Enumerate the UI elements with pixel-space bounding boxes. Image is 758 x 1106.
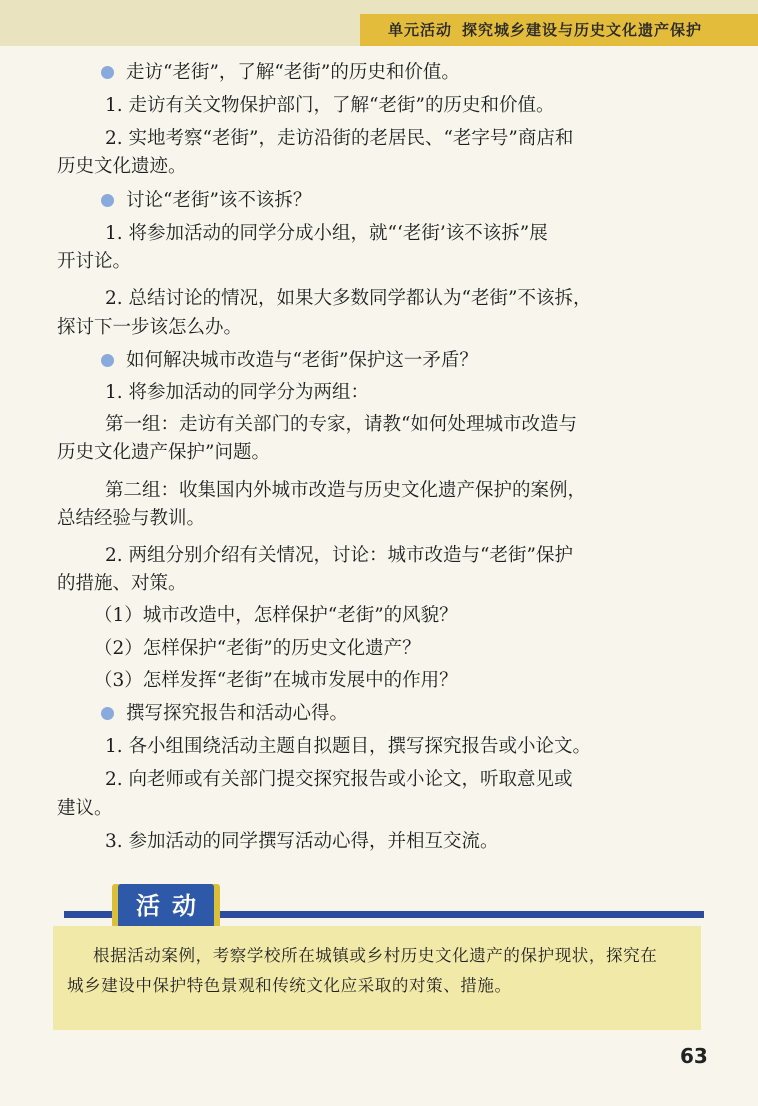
paragraph-continuation: 开讨论。 bbox=[57, 251, 132, 272]
section-heading: 如何解决城市改造与“老街”保护这一矛盾？ bbox=[101, 349, 478, 373]
section-heading: 讨论“老街”该不该拆？ bbox=[101, 189, 311, 213]
page-number: 63 bbox=[680, 1044, 708, 1068]
paragraph: 1. 各小组围绕活动主题自拟题目，撰写探究报告或小论文。 bbox=[105, 736, 592, 757]
section-heading: 走访“老街”，了解“老街”的历史和价值。 bbox=[101, 61, 460, 85]
activity-box bbox=[53, 926, 701, 1030]
paragraph-continuation: 历史文化遗产保护”问题。 bbox=[57, 442, 270, 463]
unit-title: 探究城乡建设与历史文化遗产保护 bbox=[462, 21, 703, 39]
paragraph-continuation: 建议。 bbox=[57, 798, 113, 819]
paragraph: 1. 走访有关文物保护部门，了解“老街”的历史和价值。 bbox=[105, 95, 555, 116]
paragraph: 1. 将参加活动的同学分成小组，就“‘老街’该不该拆”展 bbox=[105, 223, 548, 244]
unit-label: 单元活动 bbox=[388, 21, 453, 39]
paragraph: 2. 总结讨论的情况，如果大多数同学都认为“老街”不该拆， bbox=[105, 288, 592, 309]
paragraph-continuation: 历史文化遗迹。 bbox=[57, 156, 187, 177]
bullet-icon bbox=[101, 707, 114, 720]
question-item: （1）城市改造中，怎样保护“老街”的风貌？ bbox=[94, 605, 458, 626]
section-heading: 撰写探究报告和活动心得。 bbox=[101, 702, 348, 726]
paragraph-continuation: 探讨下一步该怎么办。 bbox=[57, 317, 243, 338]
paragraph-continuation: 总结经验与教训。 bbox=[57, 508, 206, 529]
paragraph: 第二组：收集国内外城市改造与历史文化遗产保护的案例， bbox=[105, 480, 587, 501]
paragraph: 2. 向老师或有关部门提交探究报告或小论文，听取意见或 bbox=[105, 769, 573, 790]
question-item: （3）怎样发挥“老街”在城市发展中的作用？ bbox=[94, 670, 458, 691]
bullet-icon bbox=[101, 66, 114, 79]
paragraph: 1. 将参加活动的同学分为两组： bbox=[105, 382, 370, 403]
activity-text-continuation: 城乡建设中保护特色景观和传统文化应采取的对策、措施。 bbox=[67, 976, 512, 995]
paragraph: 2. 实地考察“老街”，走访沿街的老居民、“老字号”商店和 bbox=[105, 128, 574, 149]
bullet-icon bbox=[101, 354, 114, 367]
activity-title: 活动 bbox=[136, 892, 208, 920]
activity-text: 根据活动案例，考察学校所在城镇或乡村历史文化遗产的保护现状，探究在 bbox=[93, 946, 658, 965]
paragraph: 2. 两组分别介绍有关情况，讨论：城市改造与“老街”保护 bbox=[105, 545, 573, 566]
paragraph-continuation: 的措施、对策。 bbox=[57, 573, 187, 594]
paragraph: 第一组：走访有关部门的专家，请教“如何处理城市改造与 bbox=[105, 414, 577, 435]
bullet-icon bbox=[101, 194, 114, 207]
question-item: （2）怎样保护“老街”的历史文化遗产？ bbox=[94, 638, 421, 659]
paragraph: 3. 参加活动的同学撰写活动心得，并相互交流。 bbox=[105, 831, 499, 852]
